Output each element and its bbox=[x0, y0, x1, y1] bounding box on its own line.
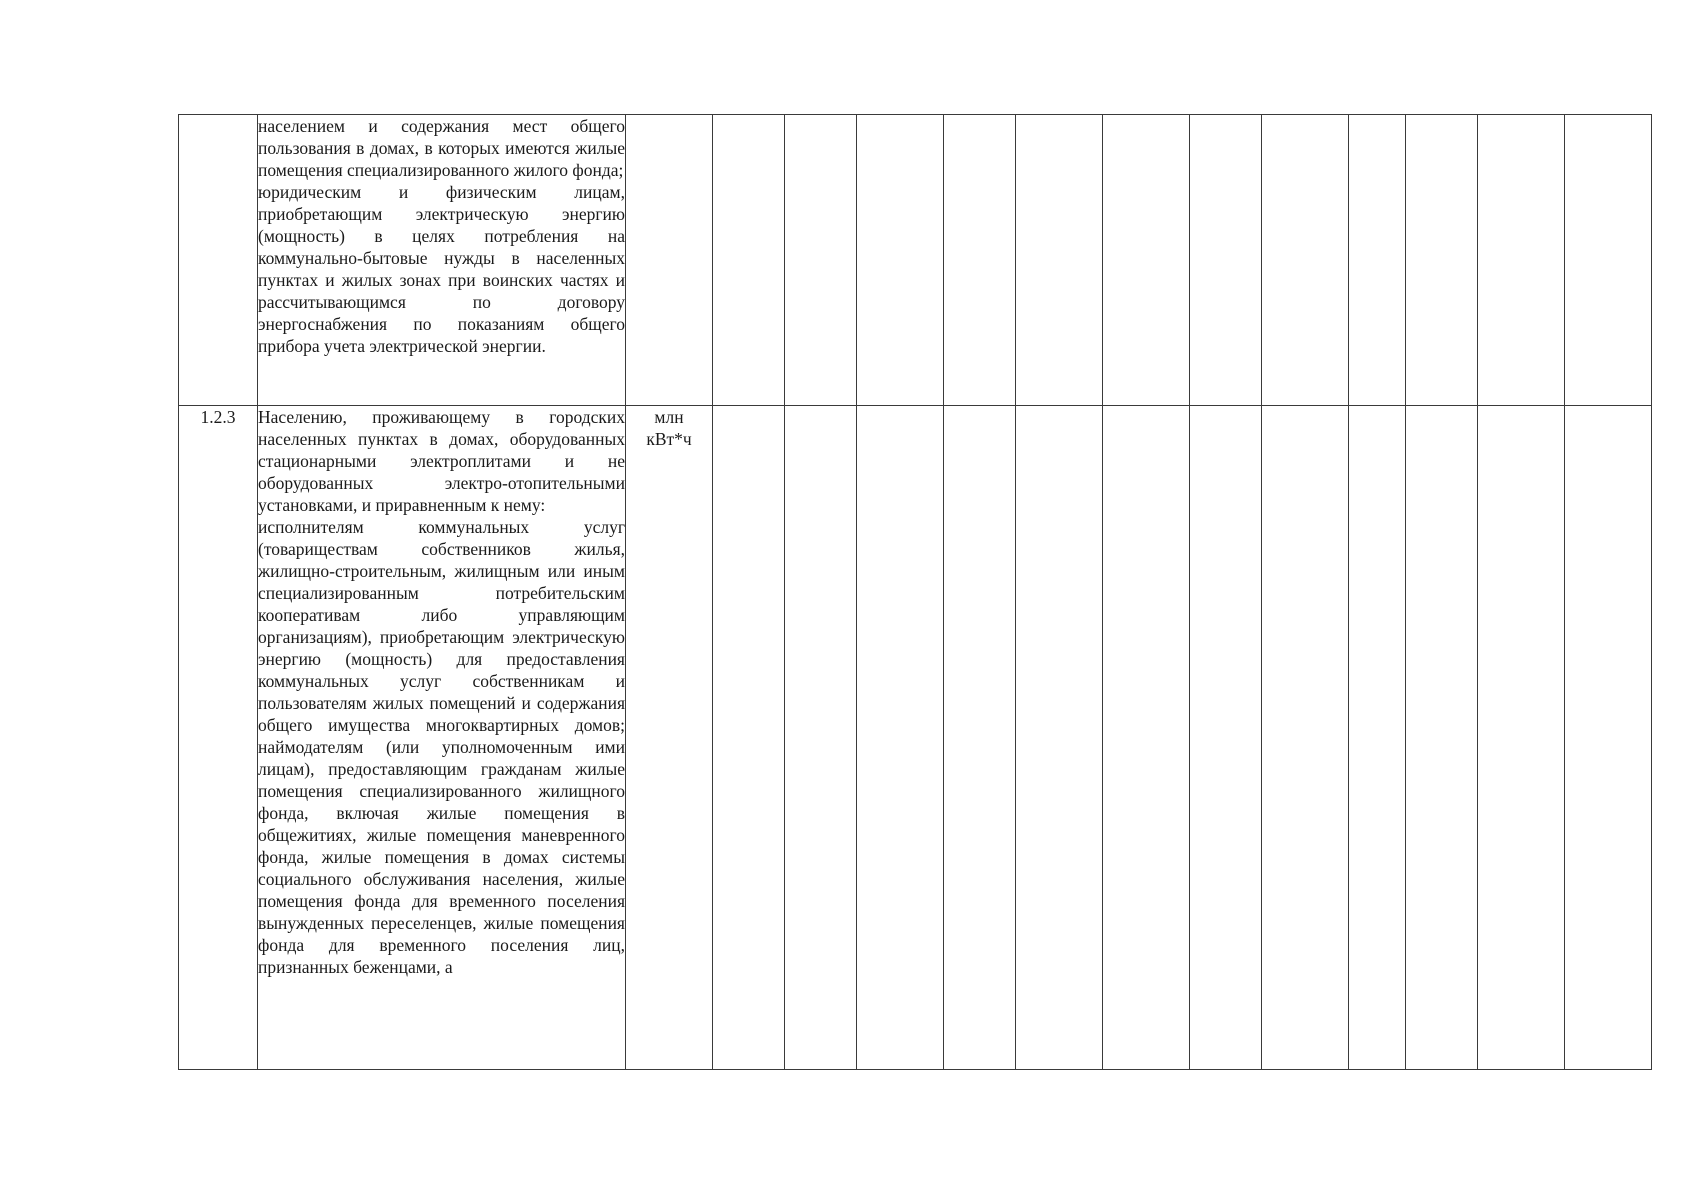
unit-label: млн кВт*ч bbox=[646, 407, 692, 449]
value-cell bbox=[1565, 115, 1652, 406]
value-cell bbox=[857, 406, 944, 1070]
value-cell bbox=[1190, 406, 1262, 1070]
row-unit-cell bbox=[626, 406, 713, 1070]
value-cell bbox=[1103, 115, 1190, 406]
value-cell bbox=[1349, 115, 1406, 406]
description-paragraph: юридическим и физическим лицам, приобретающим электрическую энергию (мощность) в целях потребления на коммунально-бытовые нужды в населенных пунктах и жилых зонах при воинских частях и рассчитывающимся по договору энергоснабжения по показаниям общего прибора учета электрической энергии. bbox=[258, 182, 625, 356]
value-cell bbox=[944, 406, 1016, 1070]
value-cell bbox=[1190, 115, 1262, 406]
description-paragraph: Населению, проживающему в городских населенных пунктах в домах, оборудованных стационарными электроплитами и не оборудованных электро-отопительными установками, и приравненным к нему: bbox=[258, 407, 625, 515]
value-cell bbox=[1478, 406, 1565, 1070]
description-paragraph: исполнителям коммунальных услуг (товариществам собственников жилья, жилищно-строительным, жилищным или иным специализированным потребительским кооперативам либо управляющим организациям), приобретающим электрическую энергию (мощность) для предоставления коммунальных услуг собственникам и пользователям жилых помещений и содержания общего имущества многоквартирных домов; наймодателям (или уполномоченным ими лицам), предоставляющим гражданам жилые помещения специализированного жилищного фонда, включая жилые помещения в общежитиях, жилые помещения маневренного фонда, жилые помещения в домах системы социального обслуживания населения, жилые помещения фонда для временного поселения вынужденных переселенцев, жилые помещения фонда для временного поселения лиц, признанных беженцами, а bbox=[258, 517, 625, 977]
value-cell bbox=[1406, 115, 1478, 406]
row-description-cell bbox=[258, 406, 626, 1070]
value-cell bbox=[1016, 115, 1103, 406]
value-cell bbox=[1016, 406, 1103, 1070]
row-number-cell: 1.2.3 bbox=[179, 406, 258, 1070]
value-cell bbox=[944, 115, 1016, 406]
value-cell bbox=[1349, 406, 1406, 1070]
value-cell bbox=[1103, 406, 1190, 1070]
value-cell bbox=[785, 115, 857, 406]
row-description-cell bbox=[258, 115, 626, 406]
tariff-table bbox=[178, 114, 1652, 1070]
value-cell bbox=[785, 406, 857, 1070]
value-cell bbox=[1478, 115, 1565, 406]
table-row bbox=[179, 115, 1652, 406]
description-paragraph: населением и содержания мест общего пользования в домах, в которых имеются жилые помещения специализированного жилого фонда; bbox=[258, 116, 625, 180]
value-cell bbox=[713, 406, 785, 1070]
value-cell bbox=[857, 115, 944, 406]
value-cell bbox=[1406, 406, 1478, 1070]
value-cell bbox=[1262, 115, 1349, 406]
row-number-cell bbox=[179, 115, 258, 406]
value-cell bbox=[1565, 406, 1652, 1070]
value-cell bbox=[713, 115, 785, 406]
table-row bbox=[179, 406, 1652, 1070]
row-unit-cell bbox=[626, 115, 713, 406]
value-cell bbox=[1262, 406, 1349, 1070]
